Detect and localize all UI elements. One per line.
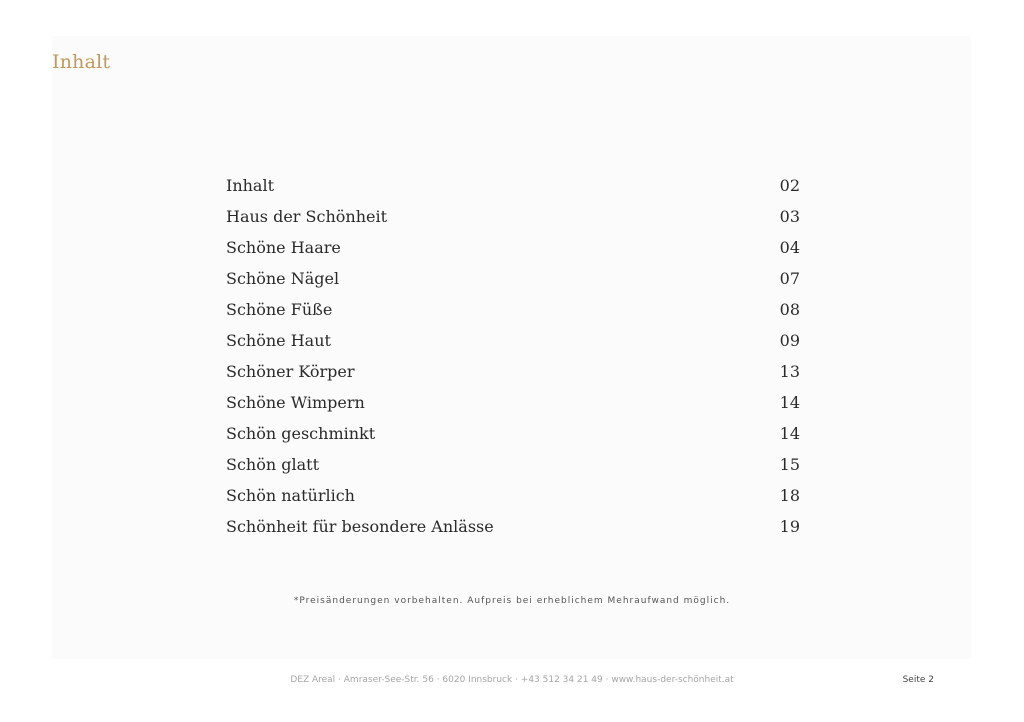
toc-entry-title: Schön natürlich <box>226 486 355 505</box>
price-footnote: *Preisänderungen vorbehalten. Aufpreis bei erheblichem Mehraufwand möglich. <box>293 596 731 606</box>
toc-entry[interactable] <box>226 176 800 207</box>
page-heading: Inhalt <box>52 51 111 73</box>
toc-entry-page: 14 <box>779 393 800 412</box>
toc-entry-title: Schön geschminkt <box>226 424 376 443</box>
toc-entry-page: 09 <box>779 331 800 350</box>
toc-entry[interactable] <box>226 424 800 455</box>
toc-entry-page: 19 <box>779 517 800 536</box>
toc-entry-page: 03 <box>779 207 800 226</box>
toc-entry[interactable] <box>226 207 800 238</box>
toc-entry[interactable] <box>226 300 800 331</box>
toc-entry-title: Schöne Füße <box>226 300 333 319</box>
toc-entry-page: 04 <box>779 238 800 257</box>
toc-entry[interactable] <box>226 393 800 424</box>
toc-entry-page: 07 <box>779 269 800 288</box>
toc-entry-title: Schönheit für besondere Anlässe <box>226 517 494 536</box>
toc-entry[interactable] <box>226 269 800 300</box>
toc-entry[interactable] <box>226 362 800 393</box>
toc-entry[interactable] <box>226 331 800 362</box>
toc-entry[interactable] <box>226 486 800 517</box>
toc-entry-title: Schöne Wimpern <box>226 393 365 412</box>
table-of-contents <box>226 176 800 548</box>
toc-entry-page: 13 <box>779 362 800 381</box>
toc-entry-page: 08 <box>779 300 800 319</box>
toc-entry-title: Schöne Haare <box>226 238 341 257</box>
toc-entry-title: Schöne Haut <box>226 331 331 350</box>
toc-entry-title: Inhalt <box>226 176 275 195</box>
toc-entry-title: Schön glatt <box>226 455 320 474</box>
toc-entry-page: 02 <box>779 176 800 195</box>
toc-entry-title: Schöner Körper <box>226 362 355 381</box>
toc-entry-page: 18 <box>779 486 800 505</box>
toc-entry[interactable] <box>226 517 800 548</box>
toc-entry[interactable] <box>226 455 800 486</box>
toc-entry-title: Haus der Schönheit <box>226 207 388 226</box>
page-number: Seite 2 <box>902 675 934 685</box>
toc-entry-page: 15 <box>779 455 800 474</box>
toc-entry-title: Schöne Nägel <box>226 269 340 288</box>
toc-entry[interactable] <box>226 238 800 269</box>
footer-contact-line: DEZ Areal · Amraser-See-Str. 56 · 6020 Innsbruck · +43 512 34 21 49 · www.haus-der-schönheit.at <box>290 675 734 685</box>
toc-entry-page: 14 <box>779 424 800 443</box>
